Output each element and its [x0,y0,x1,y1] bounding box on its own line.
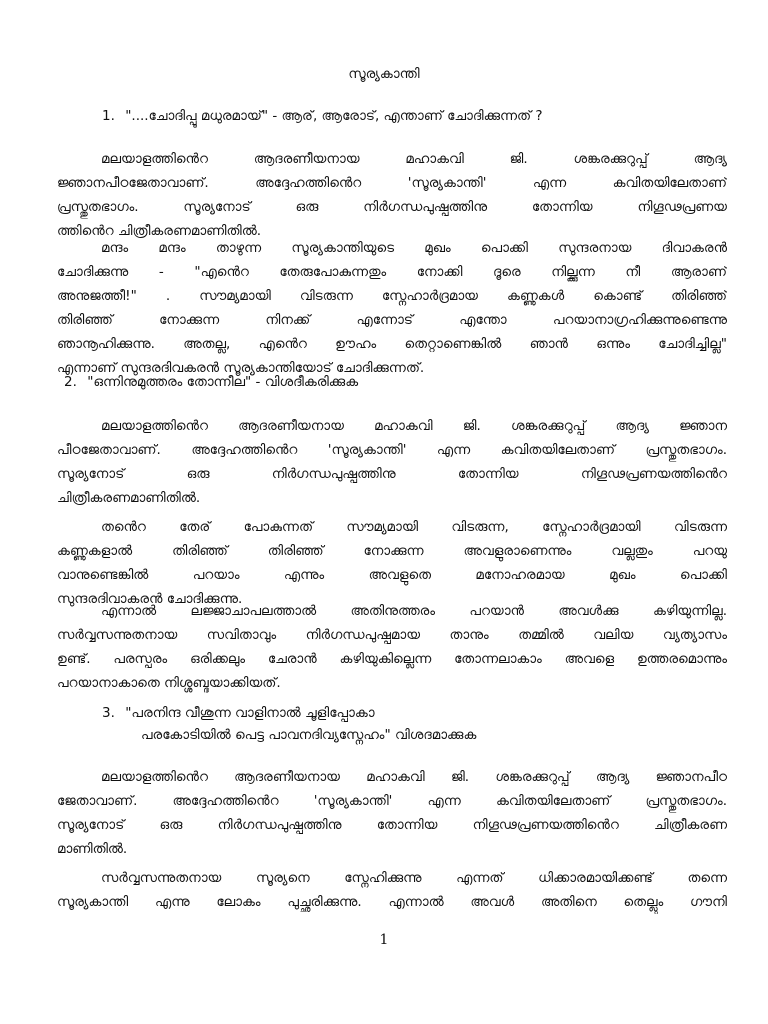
paragraph-line: ജേതാവാണ്. അദ്ദേഹത്തിൻെറ 'സൂര്യകാന്തി' എന്ന കവിതയിലേതാണ് പ്രസ്തുതഭാഗം. [57,793,727,809]
paragraph-line: സൂര്യനോട് ഒരു നിർഗന്ധപുഷ്പത്തിനു തോന്നിയ നിഗൂഢപ്രണയത്തിൻെറ [57,466,727,482]
question-2-number: 2. [64,374,77,390]
paragraph-line: ഉണ്ട്. പരസ്പരം ഒരിക്കലും ചേരാൻ കഴിയുകില്ലെന്ന തോന്നലാകാം അവളെ ഉത്തരമൊന്നും [57,651,727,667]
paragraph-3 [57,414,727,510]
paragraph-6 [57,765,727,861]
paragraph-line: അനുജത്തീ!" . സൗമ്യമായി വിടരുന്ന സ്നേഹാർദ്രമായ കണ്ണുകൾ കൊണ്ട് തിരിഞ്ഞ് [57,288,727,304]
question-1 [102,108,543,124]
question-1-text: "....ചോദിപ്പൂ മധുരമായ്" - ആര്, ആരോട്, എന്താണ് ചോദിക്കുന്നത് ? [125,108,543,124]
paragraph-line: ചോദിക്കുന്നു - "എൻെറ തേരുപോകുന്നതും നോക്കി ദൂരെ നില്ക്കുന്ന നീ ആരാണ് [57,264,727,280]
paragraph-line: പറയാനാകാതെ നിശ്ശബ്ദയാക്കിയത്. [57,675,281,691]
paragraph-line: ഞാനൂഹിക്കുന്നു. അതല്ല, എൻെറ ഊഹം തെറ്റാണെങ്കിൽ ഞാൻ ഒന്നും ചോദിച്ചില്ല" [57,336,727,352]
question-3-line-2: പരകോടിയിൽ പെട്ട പാവനദിവ്യസ്നേഹം" വിശദമാക്കുക [141,727,477,743]
page-number: 1 [379,932,389,948]
paragraph-line: ജ്ഞാനപീഠജേതാവാണ്. അദ്ദേഹത്തിൻെറ 'സൂര്യകാന്തി' എന്ന കവിതയിലേതാണ് [57,175,727,191]
paragraph-7 [57,866,727,914]
paragraph-5 [57,599,727,695]
paragraph-line: സർവ്വസന്നുതനായ സൂര്യനെ സ്നേഹിക്കുന്നു എന്നത് ധിക്കാരമായിക്കണ്ട് തന്നെ [101,870,727,886]
paragraph-line: മാണിതിൽ. [57,841,128,857]
paragraph-line: ചിത്രീകരണമാണിതിൽ. [57,490,201,506]
question-3 [102,705,375,721]
paragraph-line: സൂര്യകാന്തി എന്നു ലോകം പുച്ഛരിക്കുന്നു. എന്നാൽ അവൾ അതിനെ തെല്ലും ഗൗനി [57,894,727,910]
paragraph-line: എന്നാണ് സുന്ദരദിവകരൻ സൂര്യകാന്തിയോട് ചോദിക്കുന്നത്. [57,360,425,376]
paragraph-2 [57,236,727,380]
question-1-number: 1. [102,108,115,124]
question-3-number: 3. [102,705,115,721]
paragraph-4 [57,515,727,611]
paragraph-line: സുന്ദരദിവാകരൻ ചോദിക്കുന്നു. [57,591,243,607]
paragraph-line: ത്തിൻെറ ചിത്രീകരണമാണിതിൽ. [57,223,262,239]
question-3-line-1: "പരനിന്ദ വീശുന്ന വാളിനാൽ ചൂളിപ്പോകാ [125,705,375,721]
paragraph-line: പീഠജേതാവാണ്. അദ്ദേഹത്തിൻെറ 'സൂര്യകാന്തി' എന്ന കവിതയിലേതാണ് പ്രസ്തുതഭാഗം. [57,442,727,458]
paragraph-line: സൂര്യനോട് ഒരു നിർഗന്ധപുഷ്പത്തിനു തോന്നിയ നിഗൂഢപ്രണയത്തിൻെറ ചിത്രീകരണ [57,817,727,833]
paragraph-line: പ്രസ്തുതഭാഗം. സൂര്യനോട് ഒരു നിർഗന്ധപുഷ്പത്തിനു തോന്നിയ നിഗൂഢപ്രണയ [57,199,727,215]
paragraph-line: മലയാളത്തിൻെറ ആദരണീയനായ മഹാകവി ജി. ശങ്കരക്കുറുപ്പ് ആദ്യ ജ്ഞാന [101,418,727,434]
paragraph-line: സർവ്വസന്നുതനായ സവിതാവും നിർഗന്ധപുഷ്പമായ താനും തമ്മിൽ വലിയ വ്യത്യാസം [57,627,727,643]
document-title: സൂര്യകാന്തി [348,66,420,82]
paragraph-line: വാനുണ്ടെങ്കിൽ പറയാം എന്നും അവളുതെ മനോഹരമായ മുഖം പൊക്കി [57,567,727,583]
paragraph-1 [57,147,727,243]
paragraph-line: തൻെറ തേര് പോകുന്നത് സൗമ്യമായി വിടരുന്ന, സ്നേഹാർദ്രമായി വിടരുന്ന [101,519,727,535]
paragraph-line: കണ്ണുകളാൽ തിരിഞ്ഞ് തിരിഞ്ഞ് നോക്കുന്ന അവളുരാണെന്നും വല്ലതും പറയു [57,543,727,559]
question-2 [64,374,358,390]
paragraph-line: തിരിഞ്ഞ് നോക്കുന്ന നിനക്ക് എന്നോട് എന്തോ പറയാനാഗ്രഹിക്കുന്നുണ്ടെന്നു [57,312,727,328]
paragraph-line: മലയാളത്തിൻെറ ആദരണീയനായ മഹാകവി ജി. ശങ്കരക്കുറുപ്പ് ആദ്യ ജ്ഞാനപീഠ [101,769,727,785]
paragraph-line: മന്ദം മന്ദം താഴുന്ന സൂര്യകാന്തിയുടെ മുഖം പൊക്കി സുന്ദരനായ ദിവാകരൻ [101,240,727,256]
question-2-text: "ഒന്നിനുമുത്തരം തോന്നീല" - വിശദീകരിക്കുക [87,374,359,390]
paragraph-line: എന്നാൽ ലജ്ജാചാപലത്താൽ അതിനുത്തരം പറയാൻ അവൾക്കു കഴിയുന്നില്ല. [101,603,727,619]
paragraph-line: മലയാളത്തിൻെറ ആദരണീയനായ മഹാകവി ജി. ശങ്കരക്കുറുപ്പ് ആദ്യ [101,151,727,167]
question-3-continuation [141,727,476,743]
